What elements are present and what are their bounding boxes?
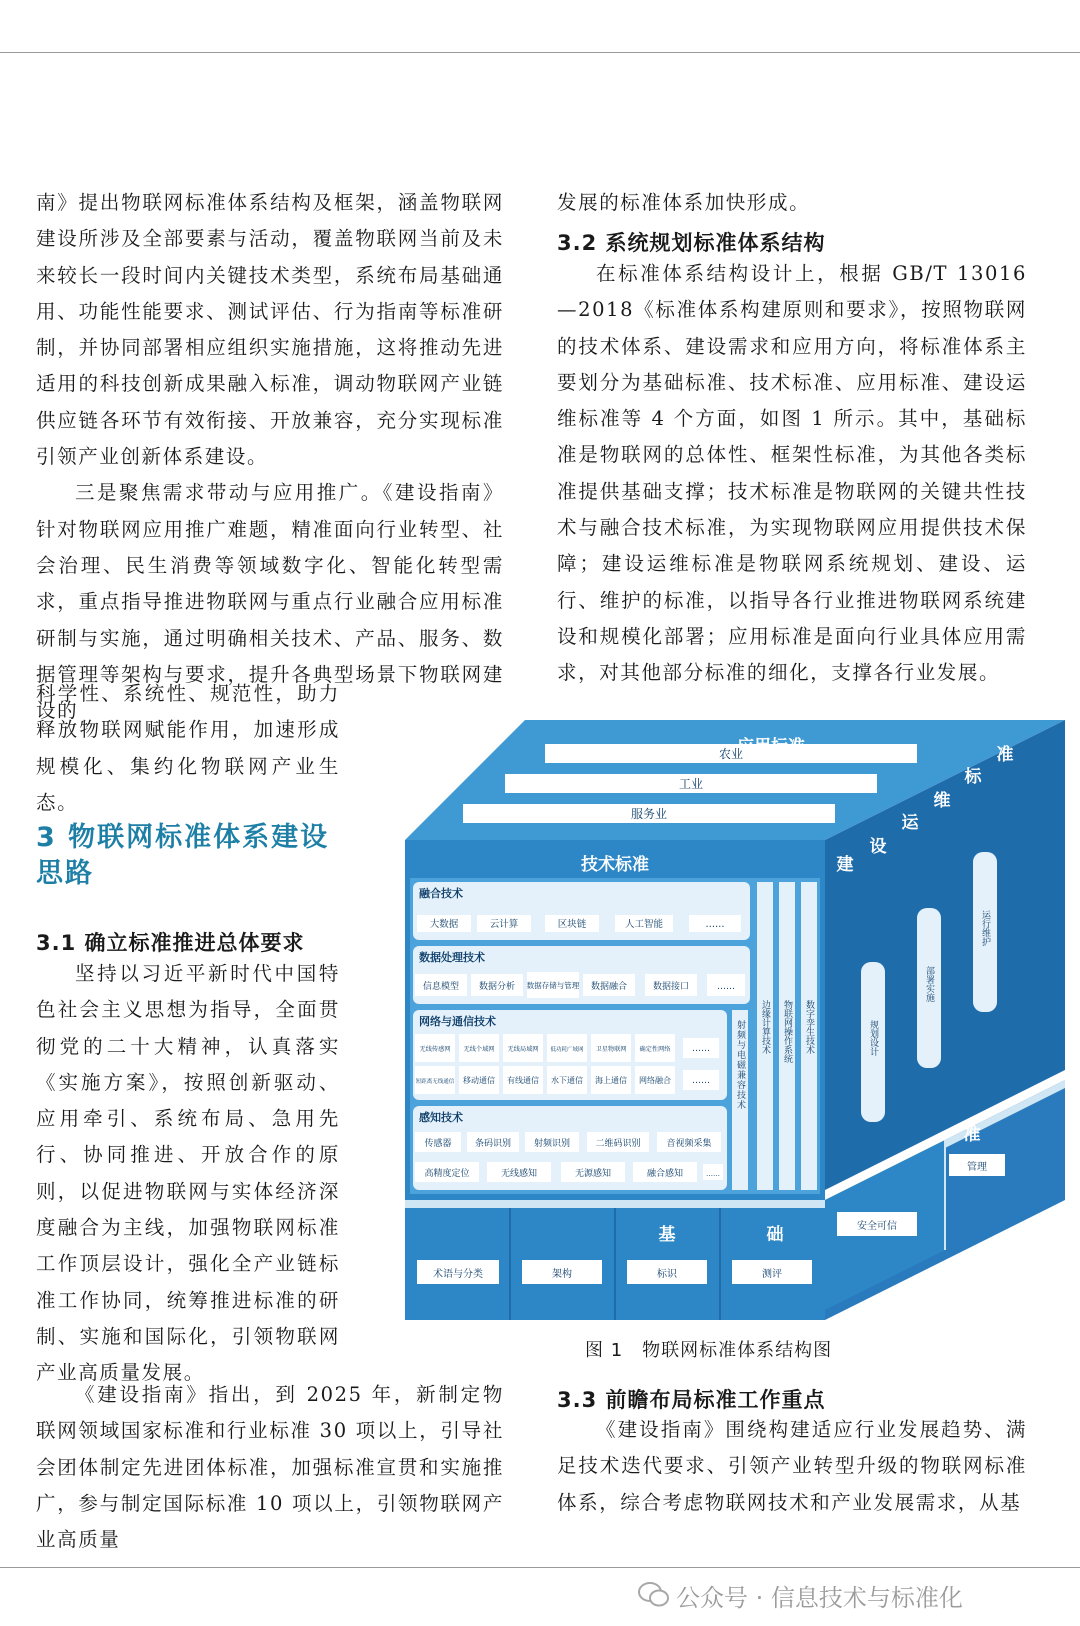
tech-vertical-label: 物联网操作系统 [782,1000,792,1063]
construction-item: 运行维护 [980,910,990,946]
left-column-narrow [36,676,340,821]
section-3-2-body [557,256,1027,692]
tech-item: 大数据 [429,919,459,930]
construction-char: 准 [996,745,1014,765]
left-column-upper [36,185,504,729]
tech-item: 有线通信 [507,1076,539,1085]
tech-item: 云计算 [489,919,519,930]
technical-title: 技术标准 [581,855,649,875]
basic-char: 础 [766,1225,784,1245]
tech-item: 传感器 [424,1139,452,1149]
section-3-3-heading: 3.3 前瞻布局标准工作重点 [557,1388,826,1412]
tech-item: …… [705,919,725,930]
basic-item: 测评 [762,1269,782,1280]
basic-item: 架构 [552,1269,572,1280]
figure-iot-standard-structure [405,720,1065,1360]
basic-char: 基 [658,1225,676,1245]
tech-item: 无线局域网 [507,1046,539,1053]
tech-item: 区块链 [557,919,587,930]
tech-item: 无线感知 [500,1169,538,1179]
tech-item: 融合感知 [646,1169,684,1179]
tech-item: 数据接口 [652,982,690,992]
tech-item: 无线传感网 [419,1046,451,1053]
tech-group-fusion [413,882,750,940]
basic-item: 管理 [967,1162,987,1173]
construction-char: 标 [964,767,982,787]
watermark-text: 公众号 · 信息技术与标准化 [676,1584,963,1612]
section-3-2-text: 在标准体系结构设计上，根据 GB/T 13016—2018《标准体系构建原则和要求》，按照物联网的技术体系、建设需求和应用方向，将标准体系主要划分为基础标准、技术标准、应用标准、建设运维标准等 4 个方面，如图 1 所示。其中，基础标准是物联网的总体性、框架性标准，为其他各类标准提供基础支撑；技术标准是物联网的关键共性技术与融合技术标准，为实现物联网应用提供技术保障；建设运维标准是物联网系统规划、建设、运行、维护的标准，以指导各行业推进物联网系统建设和规模化部署；应用标准是面向行业具体应用需求，对其他部分标准的细化，支撑各行业发展。 [557,262,1027,685]
paragraph-bottom: 《建设指南》指出，到 2025 年，新制定物联网领域国家标准和行业标准 30 项以上，引导社会团体制定先进团体标准，加强标准宣贯和实施推广，参与制定国际标准 10 项以上，引领物联网产业高质量 [36,1383,504,1552]
tech-item: …… [717,982,735,992]
tech-group-sensing [413,1106,727,1190]
construction-char: 维 [933,791,951,811]
tech-item: 射频识别 [533,1139,571,1149]
tech-item: 数据存储与管理 [526,981,580,990]
section-3-1-body [36,956,340,1392]
section-3-1-heading: 3.1 确立标准推进总体要求 [36,931,305,955]
tech-vertical-label: 边缘计算技术 [760,1000,770,1054]
section-3-heading: 3 物联网标准体系建设思路 [36,822,330,889]
tech-item: 人工智能 [624,919,664,930]
construction-char: 运 [901,813,919,833]
application-item: 工业 [678,777,704,791]
paragraph-three: 三是聚焦需求带动与应用推广。《建设指南》针对物联网应用推广难题，精准面向行业转型、社会治理、民生消费等领域数字化、智能化转型需求，重点指导推进物联网与重点行业融合应用标准研制与实施，通过明确相关技术、产品、服务、数据管理等架构与要求，提升各典型场景下物联网建设的 [36,481,504,723]
tech-item: …… [692,1044,710,1054]
basic-item: 标识 [657,1269,677,1280]
section-3-1-text: 坚持以习近平新时代中国特色社会主义思想为指导，全面贯彻党的二十大精神，认真落实《实施方案》，按照创新驱动、应用牵引、系统布局、急用先行、协同推进、开放合作的原则，以促进物联网与实体经济深度融合为主线，加强物联网标准工作顶层设计，强化全产业链标准工作协同，统筹推进标准的研制、实施和国际化，引领物联网产业高质量发展。 [36,962,340,1385]
tech-group-title: 网络与通信技术 [419,1015,496,1028]
basic-char: 准 [963,1125,981,1145]
construction-item: 规划设计 [868,1020,878,1056]
tech-group-data [413,946,750,1004]
tech-item: 网络融合 [639,1076,671,1085]
application-item: 服务业 [630,807,668,821]
basic-item: 安全可信 [857,1221,897,1232]
construction-char: 设 [869,837,887,857]
paragraph-narrow: 科学性、系统性、规范性，助力释放物联网赋能作用，加速形成规模化、集约化物联网产业生态。 [36,682,340,814]
right-column-continuation [557,185,1027,221]
tech-group-title: 感知技术 [419,1111,463,1124]
tech-item: 无源感知 [574,1169,612,1179]
construction-char: 建 [836,855,854,875]
tech-item: 高精度定位 [424,1169,470,1179]
tech-item: 水下通信 [551,1076,583,1085]
tech-item: 数据融合 [590,982,628,992]
bottom-rule [0,1567,1080,1568]
tech-group-title: 融合技术 [419,887,463,900]
tech-item: …… [706,1170,720,1178]
continuation-text: 发展的标准体系加快形成。 [557,191,811,214]
tech-vertical-label: 数字孪生技术 [804,1000,814,1054]
figure-caption: 图 1 物联网标准体系结构图 [585,1340,833,1361]
tech-item: 低功耗广域网 [550,1047,584,1053]
tech-item: 音视频采集 [666,1139,712,1149]
basic-item: 术语与分类 [433,1269,483,1280]
left-column-bottom [36,1377,504,1558]
section-3-3-text: 《建设指南》围绕构建适应行业发展趋势、满足技术迭代要求、引领产业转型升级的物联网标准体系，综合考虑物联网技术和产业发展需求，从基 [557,1418,1027,1514]
tech-item: 确定性网络 [639,1046,671,1053]
tech-vertical-label: 射频与电磁兼容技术 [735,1020,745,1110]
tech-item: 二维码识别 [595,1139,641,1149]
tech-item: 条码识别 [474,1139,512,1149]
tech-group-title: 数据处理技术 [419,951,485,964]
tech-item: 无线个域网 [463,1046,495,1053]
tech-item: 卫星物联网 [595,1046,627,1053]
construction-item: 部署实施 [924,966,934,1002]
tech-item: 信息模型 [422,982,460,992]
tech-item: 短距离无线通信 [415,1079,455,1085]
tech-item: 移动通信 [463,1076,495,1085]
tech-item: 数据分析 [478,982,516,992]
application-item: 农业 [718,747,744,761]
wechat-icon [638,1581,670,1609]
section-3-2-heading: 3.2 系统规划标准体系结构 [557,231,826,255]
top-rule [0,52,1080,53]
paragraph-intro: 南》提出物联网标准体系结构及框架，涵盖物联网建设所涉及全部要素与活动，覆盖物联网当前及未来较长一段时间内关键技术类型，系统布局基础通用、功能性能要求、测试评估、行为指南等标准研制，并协同部署相应组织实施措施，这将推动先进适用的科技创新成果融入标准，调动物联网产业链供应链各环节有效衔接、开放兼容，充分实现标准引领产业创新体系建设。 [36,191,504,469]
tech-item: 海上通信 [595,1076,627,1085]
tech-item: …… [692,1076,710,1086]
section-3-3-body [557,1412,1027,1521]
tech-group-network [413,1010,727,1100]
